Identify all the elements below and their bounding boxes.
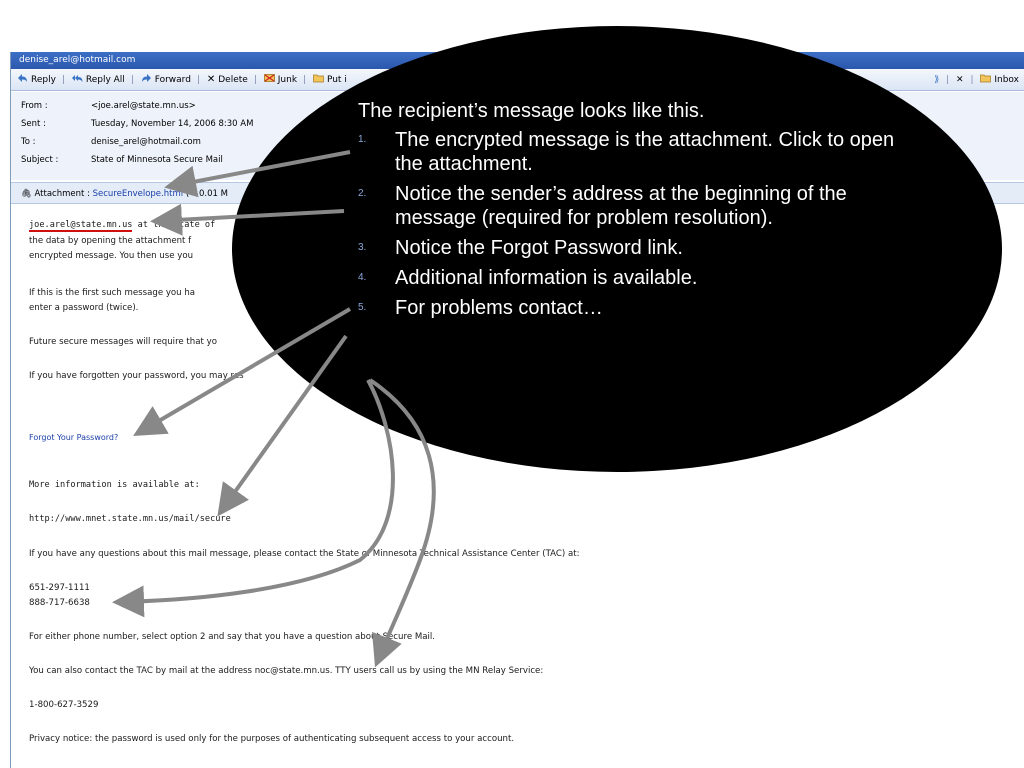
folder-icon — [313, 73, 324, 83]
delete-button[interactable] — [207, 69, 248, 91]
callout-item-text: Notice the sender’s address at the beginning of the message (required for problem resolution). — [395, 183, 847, 229]
inbox-button[interactable] — [980, 75, 1019, 85]
delete-label: Delete — [218, 75, 248, 85]
callout-number: 3. — [358, 242, 367, 253]
body-line: You can also contact the TAC by mail at the address noc@state.mn.us. TTY users call us by using the MN Relay Service: — [29, 666, 544, 676]
callout-item — [358, 266, 918, 290]
forward-icon — [141, 73, 152, 83]
callout-list — [358, 128, 918, 320]
reply-label: Reply — [31, 75, 56, 85]
callout-number: 1. — [358, 134, 367, 145]
account-email: denise_arel@hotmail.com — [19, 55, 136, 65]
body-line: Future secure messages will require that yo — [29, 337, 217, 347]
toolbar-right — [934, 69, 1019, 91]
callout-item-text: The encrypted message is the attachment. Click to open the attachment. — [395, 129, 895, 175]
callout-item — [358, 182, 918, 230]
forward-label: Forward — [154, 75, 191, 85]
body-line: the data by opening the attachment f — [29, 236, 192, 246]
toolbar-divider: | — [946, 75, 950, 85]
privacy-notice: Privacy notice: the password is used only for the purposes of authenticating subsequent access to your account. — [29, 734, 515, 744]
sent-label: Sent : — [21, 119, 46, 129]
toolbar-divider: | — [970, 75, 974, 85]
sender-email[interactable]: joe.arel@state.mn.us — [29, 220, 133, 230]
body-line: For either phone number, select option 2 and say that you have a question about Secure Mail. — [29, 632, 436, 642]
sent-value: Tuesday, November 14, 2006 8:30 AM — [91, 119, 254, 129]
callout-item — [358, 236, 918, 260]
body-line: More information is available at: — [29, 480, 200, 490]
relay-number: 1-800-627-3529 — [29, 700, 99, 710]
forgot-password-link[interactable]: Forgot Your Password? — [29, 433, 119, 442]
toolbar-divider: | — [130, 75, 134, 85]
subject-row — [21, 153, 223, 167]
close-icon[interactable]: ✕ — [956, 75, 964, 85]
attachment-size: (< 0.01 M — [185, 189, 228, 199]
toolbar-divider: | — [61, 75, 65, 85]
body-line: If you have any questions about this mail message, please contact the State of Minnesota Technical Assistance Center (TAC) at: — [29, 549, 580, 559]
reply-all-label: Reply All — [85, 75, 125, 85]
from-row — [21, 99, 196, 113]
junk-label: Junk — [277, 75, 298, 85]
delete-icon: ✕ — [206, 74, 216, 85]
to-label: To : — [21, 137, 36, 147]
callout-item — [358, 296, 918, 320]
phone-number: 888-717-6638 — [29, 598, 90, 608]
from-label: From : — [21, 101, 48, 111]
callout-intro: The recipient’s message looks like this. — [358, 100, 705, 122]
put-in-label: Put i — [326, 75, 347, 85]
callout-item-text: Notice the Forgot Password link. — [395, 237, 683, 259]
put-in-folder-button[interactable] — [313, 69, 347, 91]
inbox-folder-icon — [980, 73, 991, 83]
body-line: encrypted message. You then use you — [29, 251, 194, 261]
body-line: If this is the first such message you ha — [29, 288, 196, 298]
body-line: enter a password (twice). — [29, 303, 139, 313]
toolbar-divider: | — [303, 75, 307, 85]
callout-item-text: For problems contact… — [395, 297, 603, 319]
reply-icon — [17, 73, 28, 83]
attachment-label: Attachment : — [34, 189, 90, 199]
body-line: If you have forgotten your password, you may res — [29, 371, 244, 381]
subject-label: Subject : — [21, 155, 59, 165]
body-line — [29, 220, 215, 230]
forward-button[interactable] — [141, 69, 191, 91]
callout-text — [358, 98, 918, 326]
subject-value: State of Minnesota Secure Mail — [91, 155, 223, 165]
paperclip-icon: 🖇 — [21, 189, 32, 199]
junk-icon — [264, 73, 275, 83]
reply-all-icon — [72, 73, 83, 83]
phone-number: 651-297-1111 — [29, 583, 90, 593]
inbox-label: Inbox — [994, 75, 1019, 85]
callout-item — [358, 128, 918, 176]
junk-button[interactable] — [264, 69, 297, 91]
move-icon[interactable]: ⟫ — [934, 75, 940, 85]
toolbar-divider: | — [253, 75, 257, 85]
reply-button[interactable] — [17, 69, 56, 91]
callout-number: 5. — [358, 302, 367, 313]
to-row — [21, 135, 201, 149]
info-url[interactable]: http://www.mnet.state.mn.us/mail/secure — [29, 514, 231, 524]
to-value: denise_arel@hotmail.com — [91, 137, 201, 147]
callout-number: 2. — [358, 188, 367, 199]
body-text: at the State of — [132, 220, 216, 230]
from-value[interactable]: <joe.arel@state.mn.us> — [91, 101, 196, 111]
attachment-link[interactable]: SecureEnvelope.html — [92, 189, 184, 199]
toolbar-divider: | — [196, 75, 200, 85]
callout-item-text: Additional information is available. — [395, 267, 698, 289]
sent-row — [21, 117, 253, 131]
callout-number: 4. — [358, 272, 367, 283]
reply-all-button[interactable] — [72, 69, 125, 91]
